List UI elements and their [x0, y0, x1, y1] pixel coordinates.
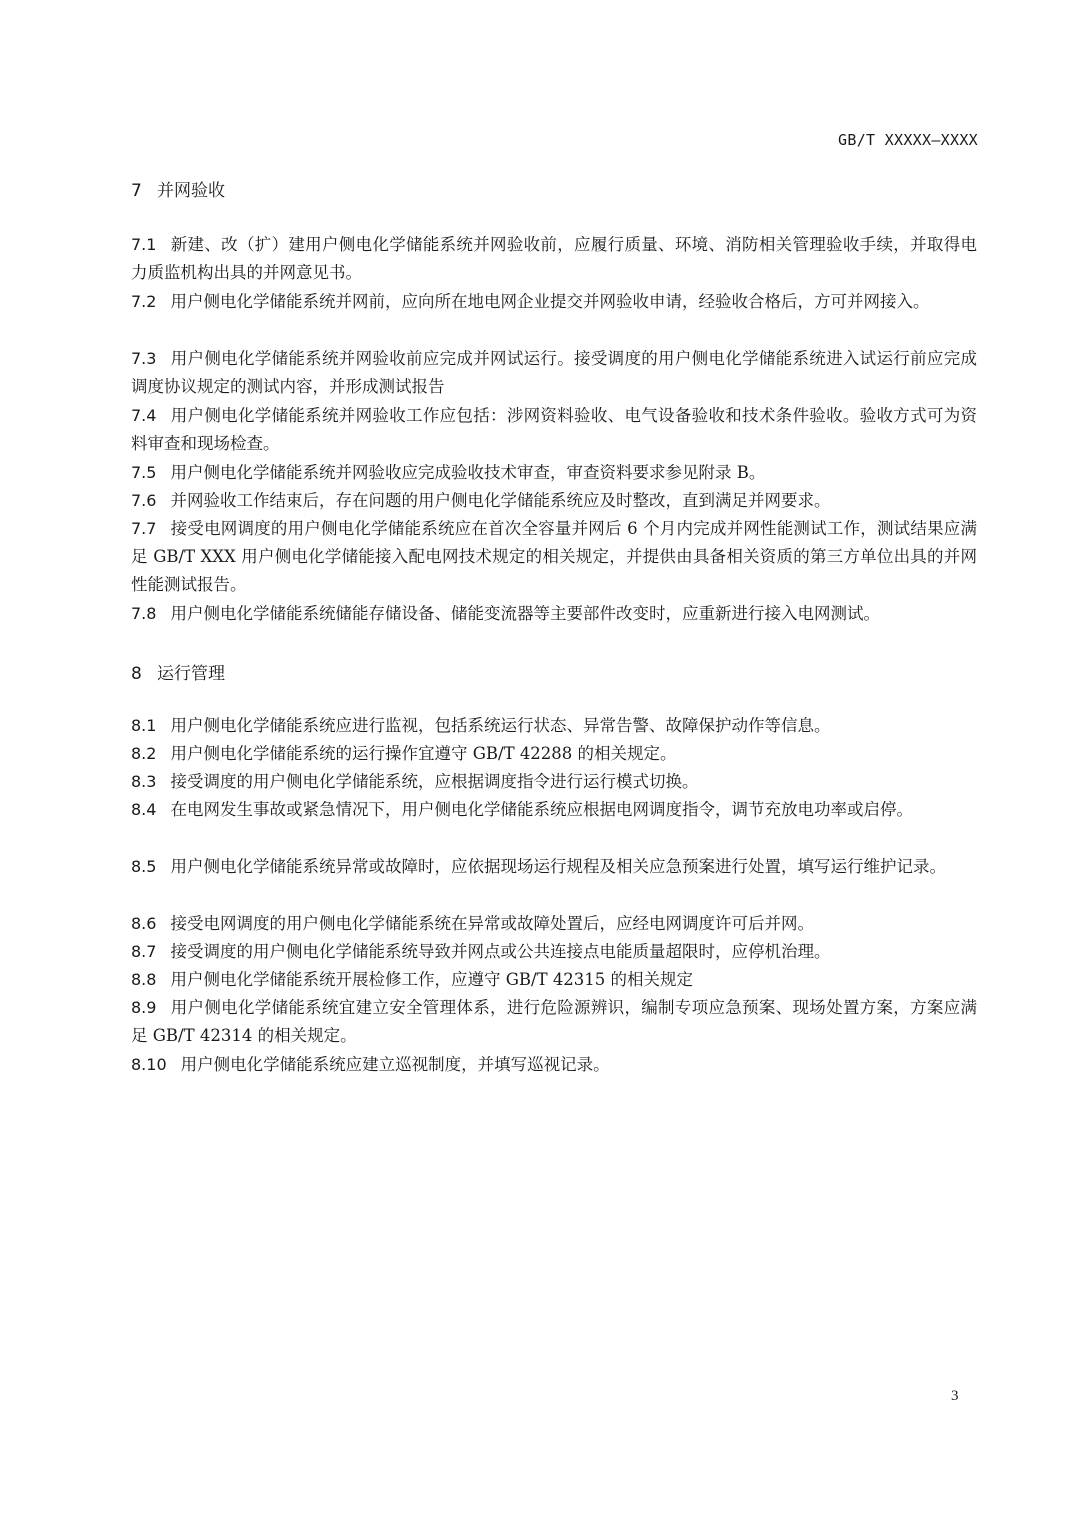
clause-text: 并网验收工作结束后，存在问题的用户侧电化学储能系统应及时整改，直到满足并网要求。 [170, 491, 831, 510]
clause-number: 8.7 [131, 942, 157, 961]
clause-8-6 [131, 910, 977, 938]
clause-text: 接受电网调度的用户侧电化学储能系统应在首次全容量并网后 6 个月内完成并网性能测试工作，测试结果应满足 GB/T XXX 用户侧电化学储能接入配电网技术规定的相关规定，并提供由具备相关资质的第三方单位出具的并网性能测试报告。 [131, 519, 977, 594]
clause-7-6 [131, 487, 977, 515]
clause-text: 接受调度的用户侧电化学储能系统导致并网点或公共连接点电能质量超限时，应停机治理。 [170, 942, 831, 961]
clause-text: 用户侧电化学储能系统并网前，应向所在地电网企业提交并网验收申请，经验收合格后，方可并网接入。 [170, 292, 930, 311]
section-title: 并网验收 [157, 181, 225, 201]
clause-number: 7.5 [131, 463, 157, 482]
clause-8-7 [131, 938, 977, 966]
section-number: 8 [131, 664, 142, 684]
clause-number: 7.8 [131, 604, 157, 623]
clause-number: 8.4 [131, 800, 157, 819]
clause-text: 用户侧电化学储能系统宜建立安全管理体系，进行危险源辨识，编制专项应急预案、现场处置方案，方案应满足 GB/T 42314 的相关规定。 [131, 998, 977, 1045]
clause-7-2 [131, 288, 977, 316]
section-heading-7 [131, 176, 225, 201]
clause-text: 用户侧电化学储能系统并网验收前应完成并网试运行。接受调度的用户侧电化学储能系统进入试运行前应完成调度协议规定的测试内容，并形成测试报告 [131, 349, 977, 396]
clause-8-1 [131, 712, 977, 740]
clause-number: 8.6 [131, 914, 157, 933]
clause-number: 8.3 [131, 772, 157, 791]
clause-number: 8.2 [131, 744, 157, 763]
clause-8-10 [131, 1051, 977, 1079]
clause-7-7 [131, 515, 977, 599]
section-number: 7 [131, 181, 142, 201]
clause-text: 在电网发生事故或紧急情况下，用户侧电化学储能系统应根据电网调度指令，调节充放电功率或启停。 [170, 800, 913, 819]
clause-text: 用户侧电化学储能系统的运行操作宜遵守 GB/T 42288 的相关规定。 [170, 744, 677, 763]
clause-8-3 [131, 768, 977, 796]
clause-7-5 [131, 459, 977, 487]
clause-text: 接受电网调度的用户侧电化学储能系统在异常或故障处置后，应经电网调度许可后并网。 [170, 914, 814, 933]
clause-number: 7.7 [131, 519, 157, 538]
clause-text: 用户侧电化学储能系统储能存储设备、储能变流器等主要部件改变时，应重新进行接入电网测试。 [170, 604, 880, 623]
clause-7-4 [131, 402, 977, 458]
clause-8-9 [131, 994, 977, 1050]
clause-text: 用户侧电化学储能系统开展检修工作，应遵守 GB/T 42315 的相关规定 [170, 970, 694, 989]
clause-number: 7.3 [131, 349, 157, 368]
section-title: 运行管理 [157, 664, 225, 684]
clause-number: 8.10 [131, 1055, 167, 1074]
clause-text: 用户侧电化学储能系统并网验收应完成验收技术审查，审查资料要求参见附录 B。 [170, 463, 766, 482]
clause-text: 接受调度的用户侧电化学储能系统，应根据调度指令进行运行模式切换。 [170, 772, 699, 791]
clause-text: 新建、改（扩）建用户侧电化学储能系统并网验收前，应履行质量、环境、消防相关管理验收手续，并取得电力质监机构出具的并网意见书。 [131, 235, 977, 282]
clause-8-8 [131, 966, 977, 994]
clause-number: 7.4 [131, 406, 157, 425]
clause-text: 用户侧电化学储能系统并网验收工作应包括：涉网资料验收、电气设备验收和技术条件验收。验收方式可为资料审查和现场检查。 [131, 406, 977, 453]
clause-8-4 [131, 796, 977, 824]
page-number: 3 [951, 1388, 959, 1404]
clause-number: 7.2 [131, 292, 157, 311]
clause-text: 用户侧电化学储能系统应建立巡视制度，并填写巡视记录。 [180, 1055, 610, 1074]
clause-7-3 [131, 345, 977, 401]
clause-8-2 [131, 740, 977, 768]
clause-number: 8.8 [131, 970, 157, 989]
clause-number: 8.9 [131, 998, 157, 1017]
section-heading-8 [131, 659, 225, 684]
clause-7-8 [131, 600, 977, 628]
clause-8-5 [131, 853, 977, 881]
clause-number: 8.5 [131, 857, 157, 876]
document-code-header: GB/T XXXXX—XXXX [838, 131, 978, 149]
clause-number: 8.1 [131, 716, 157, 735]
clause-number: 7.6 [131, 491, 157, 510]
clause-text: 用户侧电化学储能系统应进行监视，包括系统运行状态、异常告警、故障保护动作等信息。 [170, 716, 831, 735]
clause-text: 用户侧电化学储能系统异常或故障时，应依据现场运行规程及相关应急预案进行处置，填写运行维护记录。 [170, 857, 946, 876]
clause-7-1 [131, 231, 977, 287]
clause-number: 7.1 [131, 235, 157, 254]
